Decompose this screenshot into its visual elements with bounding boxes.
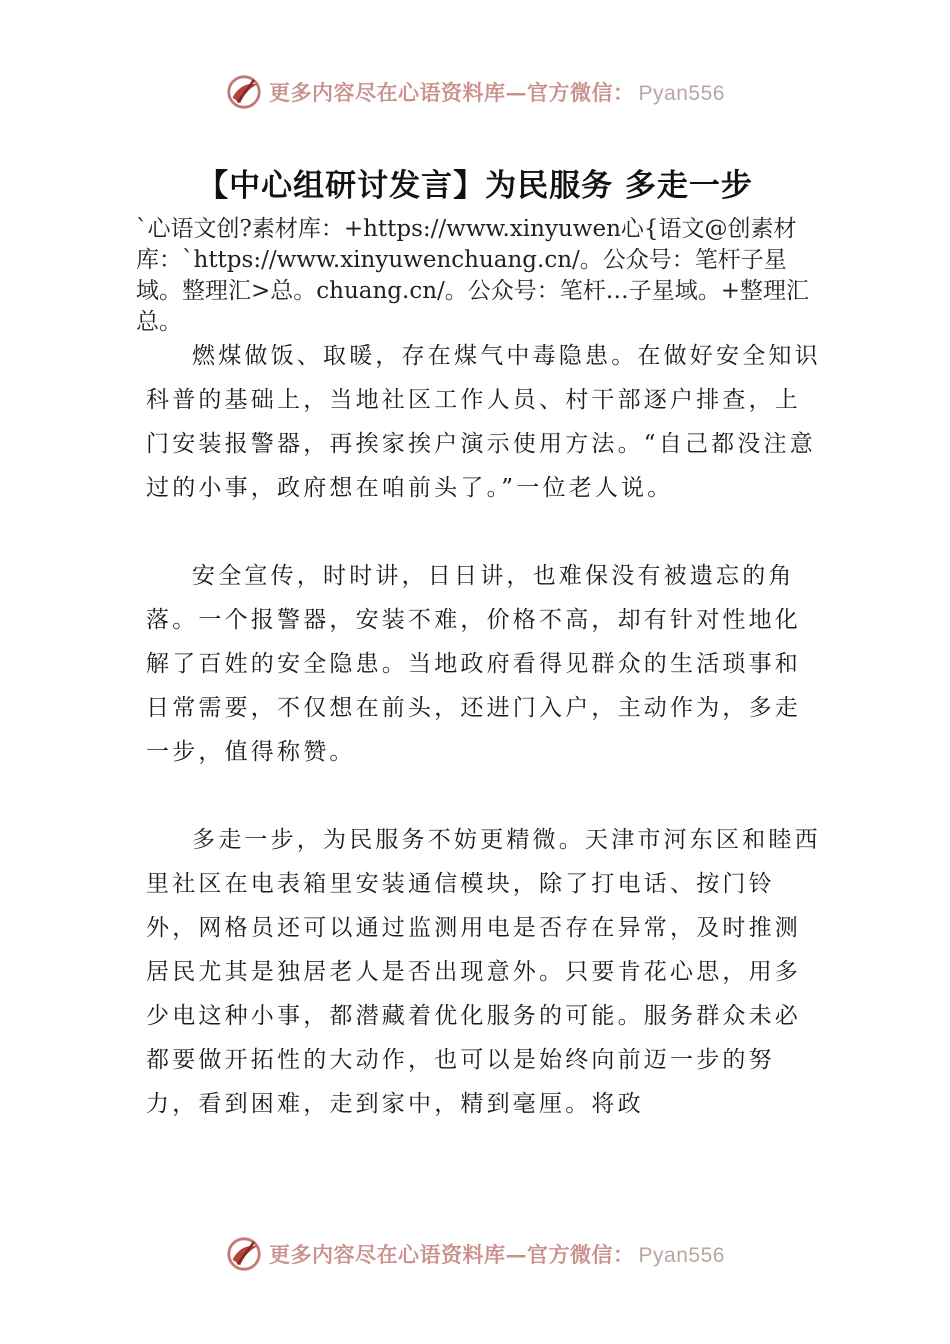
watermark-label: 更多内容尽在心语资料库—官方微信： (269, 1242, 635, 1267)
watermark-text (269, 77, 725, 107)
paragraph-2: 安全宣传，时时讲，日日讲，也难保没有被遗忘的角落。一个报警器，安装不难，价格不高，却有针对性地化解了百姓的安全隐患。当地政府看得见群众的生活琐事和日常需要，不仅想在前头，还进门入户，主动作为，多走一步，值得称赞。 (146, 563, 801, 765)
watermark-wechat-id: Pyan556 (638, 1244, 725, 1267)
watermark-wechat-id: Pyan556 (638, 82, 725, 105)
footer-watermark (0, 1232, 950, 1276)
document-title: 【中心组研讨发言】为民服务 多走一步 (197, 168, 753, 204)
brand-logo-icon (225, 73, 263, 111)
brand-logo-icon (225, 1235, 263, 1273)
paragraph-3: 多走一步，为民服务不妨更精微。天津市河东区和睦西里社区在电表箱里安装通信模块，除了打电话、按门铃外，网格员还可以通过监测用电是否存在异常，及时推测居民尤其是独居老人是否出现意外。只要肯花心思，用多少电这种小事，都潜藏着优化服务的可能。服务群众未必都要做开拓性的大动作，也可以是始终向前迈一步的努力，看到困难，走到家中，精到毫厘。将政 (146, 827, 821, 1117)
watermark-text (269, 1239, 725, 1269)
paragraph-1: 燃煤做饭、取暖，存在煤气中毒隐患。在做好安全知识科普的基础上，当地社区工作人员、村干部逐户排查，上门安装报警器，再挨家挨户演示使用方法。“自己都没注意过的小事，政府想在咱前头了。”一位老人说。 (146, 343, 821, 501)
watermark-label: 更多内容尽在心语资料库—官方微信： (269, 80, 635, 105)
header-watermark (0, 70, 950, 114)
source-note: `心语文创?素材库：+https://www.xinyuwen心{语文@创素材库：`https://www.xinyuwenchuang.cn/。公众号：笔杆子星域。整理汇>总。chuang.cn/。公众号：笔杆…子星域。+整理汇总。 (136, 216, 810, 335)
